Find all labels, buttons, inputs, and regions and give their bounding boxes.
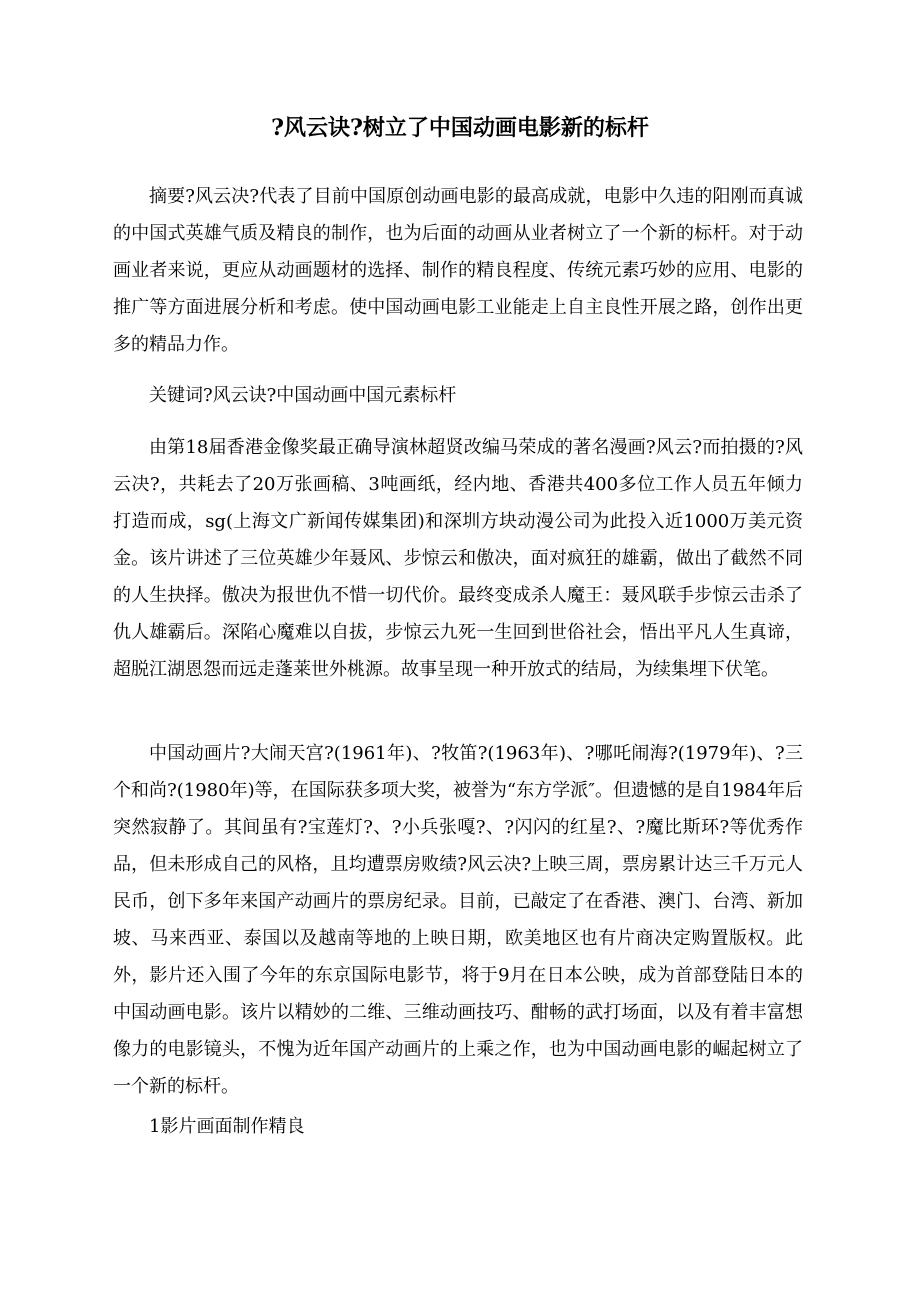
history-paragraph: 中国动画片?大闹天宫?(1961年)、?牧笛?(1963年)、?哪吒闹海?(1979年)、?三个和尚?(1980年)等，在国际获多项大奖，被誉为“东方学派″。但遗憾的是自1984年后突然寂静了。其间虽有?宝莲灯?、?小兵张嘎?、?闪闪的红星?、?魔比斯环?等优秀作品，但未形成自己的风格，且均遭票房败绩?风云决?上映三周，票房累计达三千万元人民币，创下多年来国产动画片的票房纪录。目前，已敲定了在香港、澳门、台湾、新加坡、马来西亚、泰国以及越南等地的上映日期，欧美地区也有片商决定购置版权。此外，影片还入围了今年的东京国际电影节，将于9月在日本公映，成为首部登陆日本的中国动画电影。该片以精妙的二维、三维动画技巧、酣畅的武打场面，以及有着丰富想像力的电影镜头，不愧为近年国产动画片的上乘之作，也为中国动画电影的崛起树立了一个新的标杆。 [113, 743, 803, 1097]
keywords-paragraph: 关键词?风云诀?中国动画中国元素标杆 [149, 385, 457, 406]
abstract-paragraph: 摘要?风云决?代表了目前中国原创动画电影的最高成就，电影中久违的阳刚而真诚的中国式英雄气质及精良的制作，也为后面的动画从业者树立了一个新的标杆。对于动画业者来说，更应从动画题材的选择、制作的精良程度、传统元素巧妙的应用、电影的推广等方面进展分析和考虑。使中国动画电影工业能走上自主良性开展之路，创作出更多的精品力作。 [113, 186, 803, 355]
intro-paragraph: 由第18届香港金像奖最正确导演林超贤改编马荣成的著名漫画?风云?而拍摄的?风云决?，共耗去了20万张画稿、3吨画纸，经内地、香港共400多位工作人员五年倾力打造而成，sg(上海文广新闻传媒集团)和深圳方块动漫公司为此投入近1000万美元资金。该片讲述了三位英雄少年聂风、步惊云和傲决，面对疯狂的雄霸，做出了截然不同的人生抉择。傲决为报世仇不惜一切代价。最终变成杀人魔王：聂风联手步惊云击杀了仇人雄霸后。深陷心魔难以自拔，步惊云九死一生回到世俗社会，悟出平凡人生真谛，超脱江湖恩怨而远走蓬莱世外桃源。故事呈现一种开放式的结局，为续集埋下伏笔。 [113, 437, 803, 680]
document-title: ?风云诀?树立了中国动画电影新的标杆 [271, 115, 649, 141]
section-1-heading: 1影片画面制作精良 [149, 1116, 305, 1137]
